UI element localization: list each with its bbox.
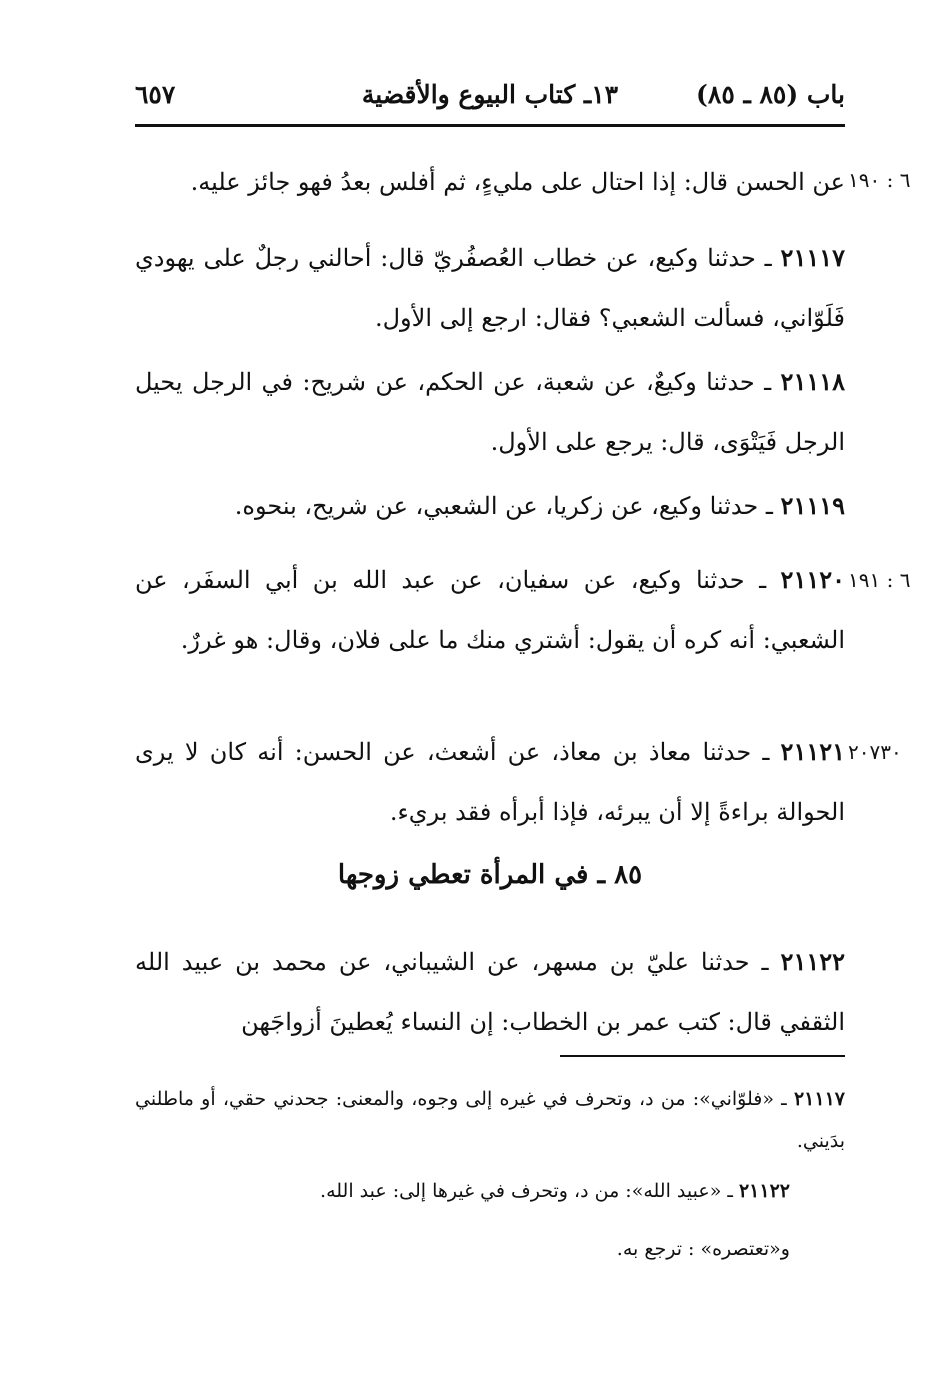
footnote <box>135 1078 845 1162</box>
book-title: ١٣ـ كتاب البيوع والأقضية <box>361 80 619 109</box>
section-title: ٨٥ ـ في المرأة تعطي زوجها <box>337 860 643 890</box>
footnote <box>135 1170 790 1212</box>
page-number: ٦٥٧ <box>135 80 176 109</box>
hadith-text: ـ حدثنا وكيع، عن زكريا، عن الشعبي، عن شريح، بنحوه. <box>234 492 781 520</box>
hadith-number: ٢١١٢٠ <box>780 565 845 594</box>
text-entry <box>135 152 845 212</box>
footnote-number: ٢١١١٧ <box>793 1088 845 1110</box>
margin-ref: ٦ : ١٩٠ <box>848 168 911 192</box>
margin-ref: ٦ : ١٩١ <box>848 568 911 592</box>
hadith-text: ـ حدثنا معاذ بن معاذ، عن أشعث، عن الحسن: أنه كان لا يرى الحوالة براءةً إلا أن يبرئه، فإذا أبرأه فقد بريء. <box>135 738 845 826</box>
footnote-text: ـ «عبيد الله»: من د، وتحرف في غيرها إلى: عبد الله. <box>320 1180 739 1202</box>
hadith-text: ـ حدثنا وكيع، عن خطاب العُصفُريّ قال: أحالني رجلٌ على يهودي فَلَوّاني، فسألت الشعبي؟ فقال: ارجع إلى الأول. <box>135 244 845 332</box>
hadith-text: ـ حدثنا وكيع، عن سفيان، عن عبد الله بن أبي السفَر، عن الشعبي: أنه كره أن يقول: أشتري منك ما على فلان، وقال: هو غررٌ. <box>135 566 845 654</box>
hadith-number: ٢١١٢١ <box>780 737 845 766</box>
hadith-text: ـ حدثنا وكيعٌ، عن شعبة، عن الحكم، عن شريح: في الرجل يحيل الرجل فَيَتْوَى، قال: يرجع على الأول. <box>135 368 845 456</box>
footnote <box>135 1228 790 1270</box>
hadith-entry <box>135 228 845 348</box>
entry-text: عن الحسن قال: إذا احتال على مليءٍ، ثم أفلس بعدُ فهو جائز عليه. <box>190 168 845 196</box>
hadith-number: ٢١١١٩ <box>780 491 845 520</box>
margin-ref: ٢٠٧٣٠ <box>848 740 902 764</box>
footnote-number: ٢١١٢٢ <box>738 1180 790 1202</box>
hadith-entry <box>135 476 845 536</box>
hadith-entry <box>135 722 845 842</box>
hadith-entry <box>135 352 845 472</box>
footnote-text: و«تعتصره» : ترجع به. <box>616 1238 790 1260</box>
hadith-entry <box>135 550 845 670</box>
hadith-entry <box>135 932 845 1052</box>
footnote-rule <box>560 1055 845 1057</box>
hadith-number: ٢١١١٧ <box>780 243 845 272</box>
header-rule <box>135 124 845 127</box>
hadith-number: ٢١١١٨ <box>780 367 845 396</box>
chapter-label: باب (٨٥ ـ ٨٥) <box>696 80 845 109</box>
hadith-number: ٢١١٢٢ <box>780 947 845 976</box>
page-header <box>135 80 845 120</box>
hadith-text: ـ حدثنا عليّ بن مسهر، عن الشيباني، عن محمد بن عبيد الله الثقفي قال: كتب عمر بن الخطاب: إن النساء يُعطينَ أزواجَهن <box>135 948 845 1036</box>
footnote-text: ـ «فلوّاني»: من د، وتحرف في غيره إلى وجوه، والمعنى: جحدني حقي، أو ماطلني بدَيني. <box>135 1088 845 1152</box>
